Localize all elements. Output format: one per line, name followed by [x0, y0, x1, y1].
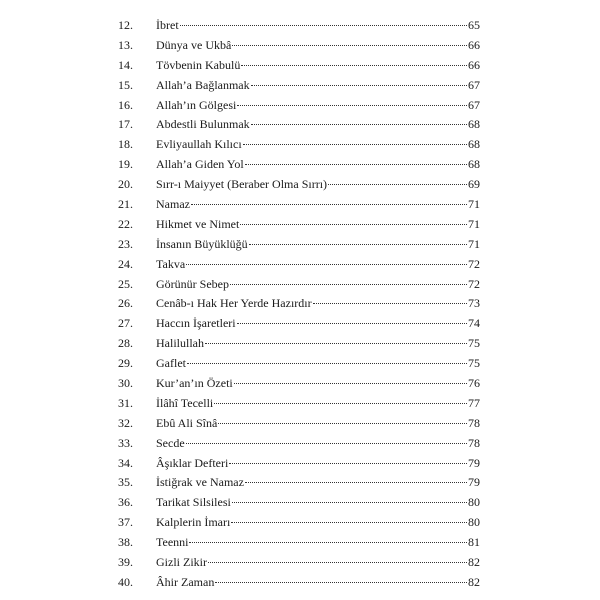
- dot-leader: [218, 422, 467, 424]
- toc-entry-title: Namaz: [156, 197, 190, 212]
- toc-entry-number: 16.: [118, 97, 133, 112]
- toc-entry-page-number: 82: [468, 574, 480, 589]
- toc-entry-title: Sırr-ı Maiyyet (Beraber Olma Sırrı): [156, 177, 328, 192]
- dot-leader: [186, 263, 467, 265]
- dot-leader: [328, 183, 467, 185]
- toc-entry-number: 24.: [118, 256, 133, 271]
- toc-entry-number: 22.: [118, 216, 133, 231]
- dot-leader: [251, 84, 467, 86]
- dot-leader: [231, 521, 467, 523]
- toc-entry-title: Evliyaullah Kılıcı: [156, 137, 242, 152]
- toc-entry-page-number: 67: [468, 77, 480, 92]
- toc-entry-number: 40.: [118, 574, 133, 589]
- toc-entry: [118, 96, 480, 116]
- toc-entry: [118, 573, 480, 593]
- toc-entry: [118, 454, 480, 474]
- toc-entry-title: Takva: [156, 256, 186, 271]
- dot-leader: [232, 44, 467, 46]
- toc-entry-title: Hikmet ve Nimet: [156, 216, 240, 231]
- toc-entry-number: 30.: [118, 376, 133, 391]
- toc-entry-page-number: 78: [468, 415, 480, 430]
- toc-entry: [118, 56, 480, 76]
- toc-entry-page-number: 77: [468, 395, 480, 410]
- toc-entry-page-number: 74: [468, 316, 480, 331]
- toc-entry-number: 18.: [118, 137, 133, 152]
- toc-entry-title: Dünya ve Ukbâ: [156, 37, 232, 52]
- toc-entry: [118, 434, 480, 454]
- dot-leader: [237, 322, 467, 324]
- dot-leader: [249, 243, 467, 245]
- toc-entry-page-number: 71: [468, 197, 480, 212]
- dot-leader: [187, 362, 467, 364]
- toc-entry-page-number: 75: [468, 356, 480, 371]
- toc-entry-page-number: 68: [468, 137, 480, 152]
- toc-entry: [118, 255, 480, 275]
- toc-entry-title: Ebû Ali Sînâ: [156, 415, 218, 430]
- toc-entry-title: Haccın İşaretleri: [156, 316, 236, 331]
- toc-entry-number: 28.: [118, 336, 133, 351]
- dot-leader: [237, 104, 467, 106]
- toc-entry: [118, 533, 480, 553]
- dot-leader: [313, 302, 467, 304]
- toc-entry-number: 36.: [118, 495, 133, 510]
- toc-entry-number: 20.: [118, 177, 133, 192]
- toc-entry-title: Tarikat Silsilesi: [156, 495, 231, 510]
- toc-entry-number: 13.: [118, 37, 133, 52]
- toc-entry-title: Gaflet: [156, 356, 186, 371]
- toc-entry-page-number: 80: [468, 495, 480, 510]
- toc-entry-page-number: 81: [468, 535, 480, 550]
- toc-entry-page-number: 71: [468, 236, 480, 251]
- toc-entry-page-number: 65: [468, 18, 480, 32]
- toc-entry-number: 37.: [118, 515, 133, 530]
- dot-leader: [229, 462, 467, 464]
- toc-entry-title: Teenni: [156, 535, 189, 550]
- dot-leader: [186, 442, 467, 444]
- dot-leader: [214, 402, 467, 404]
- toc-entry-page-number: 66: [468, 37, 480, 52]
- toc-entry: [118, 473, 480, 493]
- toc-entry: [118, 334, 480, 354]
- toc-entry: [118, 414, 480, 434]
- toc-entry-title: Allah’a Giden Yol: [156, 157, 244, 172]
- toc-entry-number: 39.: [118, 555, 133, 570]
- toc-entry-title: Görünür Sebep: [156, 276, 229, 291]
- toc-entry-number: 34.: [118, 455, 133, 470]
- toc-entry: [118, 76, 480, 96]
- toc-entry-title: İnsanın Büyüklüğü: [156, 236, 248, 251]
- dot-leader: [240, 223, 467, 225]
- toc-entry-number: 33.: [118, 435, 133, 450]
- dot-leader: [230, 283, 467, 285]
- toc-entry: [118, 553, 480, 573]
- toc-entry-title: Abdestli Bulunmak: [156, 117, 250, 132]
- toc-entry-number: 17.: [118, 117, 133, 132]
- toc-entry: [118, 374, 480, 394]
- toc-entry: [118, 235, 480, 255]
- toc-entry: [118, 135, 480, 155]
- dot-leader: [245, 481, 467, 483]
- toc-entry-page-number: 82: [468, 555, 480, 570]
- dot-leader: [208, 561, 467, 563]
- toc-entry-title: İstiğrak ve Namaz: [156, 475, 244, 490]
- toc-entry-page-number: 76: [468, 376, 480, 391]
- dot-leader: [243, 143, 467, 145]
- toc-entry-title: Allah’ın Gölgesi: [156, 97, 237, 112]
- table-of-contents: [118, 16, 480, 593]
- dot-leader: [191, 203, 467, 205]
- toc-entry-number: 26.: [118, 296, 133, 311]
- toc-entry: [118, 493, 480, 513]
- toc-entry-number: 25.: [118, 276, 133, 291]
- dot-leader: [180, 24, 467, 26]
- toc-entry-page-number: 67: [468, 97, 480, 112]
- toc-entry-number: 29.: [118, 356, 133, 371]
- toc-entry-page-number: 79: [468, 475, 480, 490]
- dot-leader: [189, 541, 467, 543]
- toc-entry-number: 21.: [118, 197, 133, 212]
- toc-entry: [118, 175, 480, 195]
- toc-entry-number: 14.: [118, 57, 133, 72]
- dot-leader: [205, 342, 467, 344]
- toc-entry: [118, 513, 480, 533]
- toc-entry-page-number: 79: [468, 455, 480, 470]
- toc-entry-page-number: 68: [468, 157, 480, 172]
- dot-leader: [232, 501, 467, 503]
- toc-entry-page-number: 66: [468, 57, 480, 72]
- toc-entry-title: Allah’a Bağlanmak: [156, 77, 250, 92]
- toc-entry-number: 12.: [118, 18, 133, 32]
- toc-entry-page-number: 75: [468, 336, 480, 351]
- toc-entry-page-number: 78: [468, 435, 480, 450]
- toc-entry-page-number: 72: [468, 276, 480, 291]
- dot-leader: [245, 163, 467, 165]
- dot-leader: [241, 64, 467, 66]
- toc-entry-title: Halilullah: [156, 336, 204, 351]
- toc-entry: [118, 16, 480, 36]
- toc-entry-page-number: 68: [468, 117, 480, 132]
- toc-entry-title: Gizli Zikir: [156, 555, 207, 570]
- toc-entry-title: Tövbenin Kabulü: [156, 57, 241, 72]
- toc-entry-title: Âhir Zaman: [156, 574, 215, 589]
- toc-entry-number: 31.: [118, 395, 133, 410]
- dot-leader: [234, 382, 467, 384]
- toc-entry-page-number: 73: [468, 296, 480, 311]
- toc-entry-page-number: 71: [468, 216, 480, 231]
- dot-leader: [215, 581, 467, 583]
- toc-entry-title: Âşıklar Defteri: [156, 455, 229, 470]
- toc-entry-title: İlâhî Tecelli: [156, 395, 214, 410]
- toc-entry-number: 23.: [118, 236, 133, 251]
- toc-entry-number: 35.: [118, 475, 133, 490]
- toc-entry-number: 38.: [118, 535, 133, 550]
- toc-entry-title: Kur’an’ın Özeti: [156, 376, 233, 391]
- toc-entry: [118, 294, 480, 314]
- toc-entry-title: Cenâb-ı Hak Her Yerde Hazırdır: [156, 296, 312, 311]
- toc-entry: [118, 215, 480, 235]
- toc-entry: [118, 394, 480, 414]
- toc-entry: [118, 354, 480, 374]
- toc-entry-page-number: 69: [468, 177, 480, 192]
- toc-entry-page-number: 80: [468, 515, 480, 530]
- toc-entry-title: İbret: [156, 18, 179, 32]
- toc-entry: [118, 314, 480, 334]
- toc-entry-number: 15.: [118, 77, 133, 92]
- toc-entry: [118, 155, 480, 175]
- toc-entry-title: Secde: [156, 435, 185, 450]
- toc-entry-page-number: 72: [468, 256, 480, 271]
- toc-entry-title: Kalplerin İmarı: [156, 515, 231, 530]
- dot-leader: [251, 123, 467, 125]
- toc-entry: [118, 36, 480, 56]
- toc-entry: [118, 275, 480, 295]
- toc-entry: [118, 195, 480, 215]
- toc-entry-number: 32.: [118, 415, 133, 430]
- toc-entry: [118, 115, 480, 135]
- toc-entry-number: 19.: [118, 157, 133, 172]
- toc-entry-number: 27.: [118, 316, 133, 331]
